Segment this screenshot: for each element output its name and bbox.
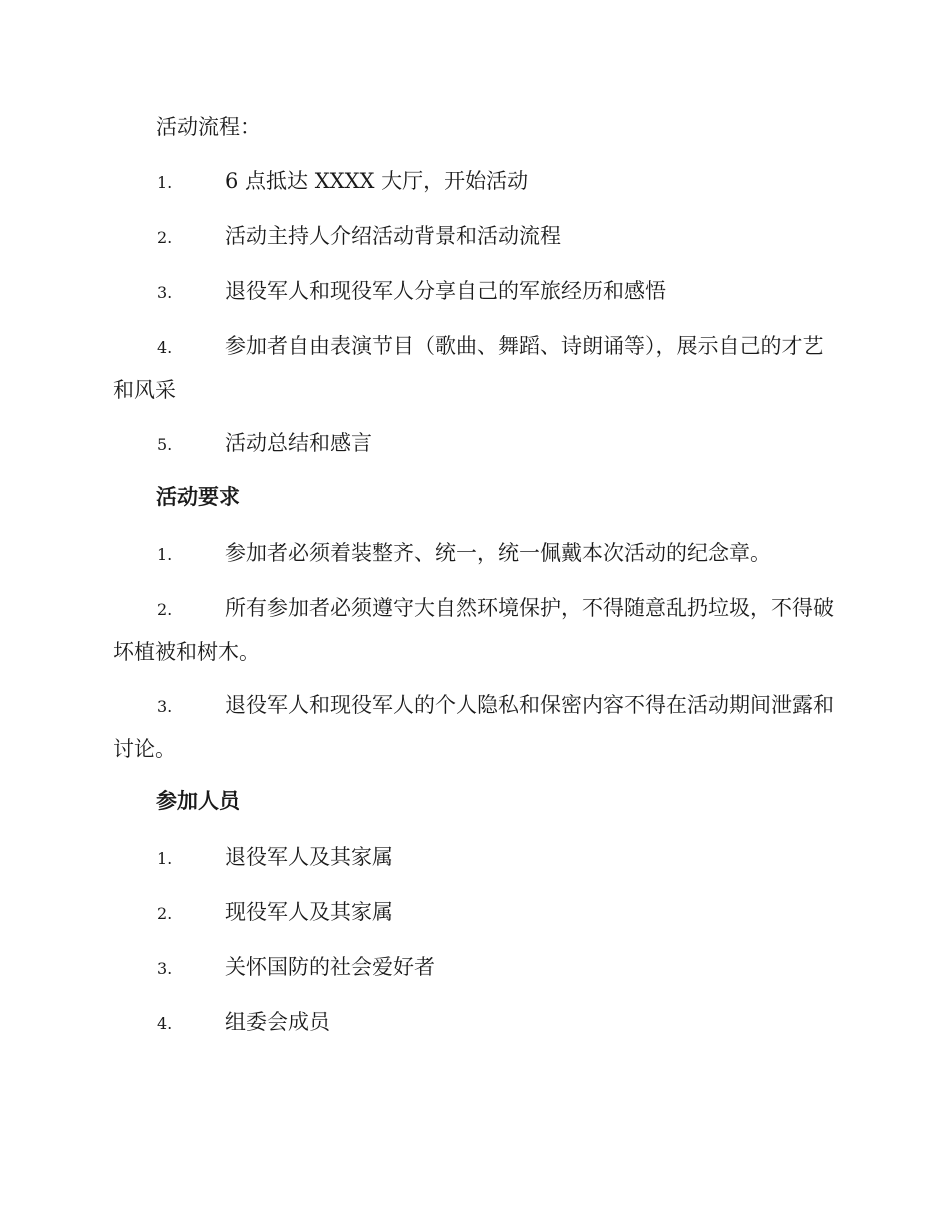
section-heading-requirements: 活动要求 xyxy=(156,484,240,509)
list-item xyxy=(113,160,838,204)
list-item xyxy=(113,422,838,466)
list-item-number: 2. xyxy=(157,600,173,619)
list-item-text: 参加者必须着装整齐、统一，统一佩戴本次活动的纪念章。 xyxy=(225,541,771,565)
list-item xyxy=(113,836,838,880)
list-item xyxy=(113,325,838,411)
section-heading-process: 活动流程： xyxy=(156,115,261,139)
list-item-number: 1. xyxy=(157,849,173,868)
list-item-text: 6 点抵达 XXXX 大厅，开始活动 xyxy=(225,169,529,193)
list-item-text: 关怀国防的社会爱好者 xyxy=(225,955,435,979)
list-item-number: 1. xyxy=(157,173,173,192)
list-item-number: 3. xyxy=(157,697,173,716)
list-item-text: 现役军人及其家属 xyxy=(225,900,393,924)
list-item-number: 1. xyxy=(157,545,173,564)
list-item-number: 2. xyxy=(157,228,173,247)
list-item-text: 活动总结和感言 xyxy=(225,431,372,455)
list-item-text: 退役军人和现役军人的个人隐私和保密内容不得在活动期间泄露和讨论。 xyxy=(113,693,834,761)
list-item xyxy=(113,532,838,576)
list-item xyxy=(113,946,838,990)
list-item xyxy=(113,1001,838,1045)
list-item-number: 3. xyxy=(157,959,173,978)
list-item-text: 活动主持人介绍活动背景和活动流程 xyxy=(225,224,561,248)
list-item-text: 组委会成员 xyxy=(225,1010,330,1034)
list-item xyxy=(113,684,838,770)
list-item xyxy=(113,215,838,259)
list-item xyxy=(113,891,838,935)
list-item xyxy=(113,587,838,673)
list-item-text: 退役军人和现役军人分享自己的军旅经历和感悟 xyxy=(225,279,666,303)
list-item xyxy=(113,270,838,314)
list-item-number: 4. xyxy=(157,1014,173,1033)
list-item-text: 参加者自由表演节目（歌曲、舞蹈、诗朗诵等），展示自己的才艺和风采 xyxy=(113,334,824,402)
section-heading-participants: 参加人员 xyxy=(156,788,240,813)
list-item-text: 所有参加者必须遵守大自然环境保护，不得随意乱扔垃圾，不得破坏植被和树木。 xyxy=(113,596,834,664)
list-item-number: 4. xyxy=(157,338,173,357)
list-item-text: 退役军人及其家属 xyxy=(225,845,393,869)
list-item-number: 3. xyxy=(157,283,173,302)
list-item-number: 5. xyxy=(157,435,173,454)
list-item-number: 2. xyxy=(157,904,173,923)
